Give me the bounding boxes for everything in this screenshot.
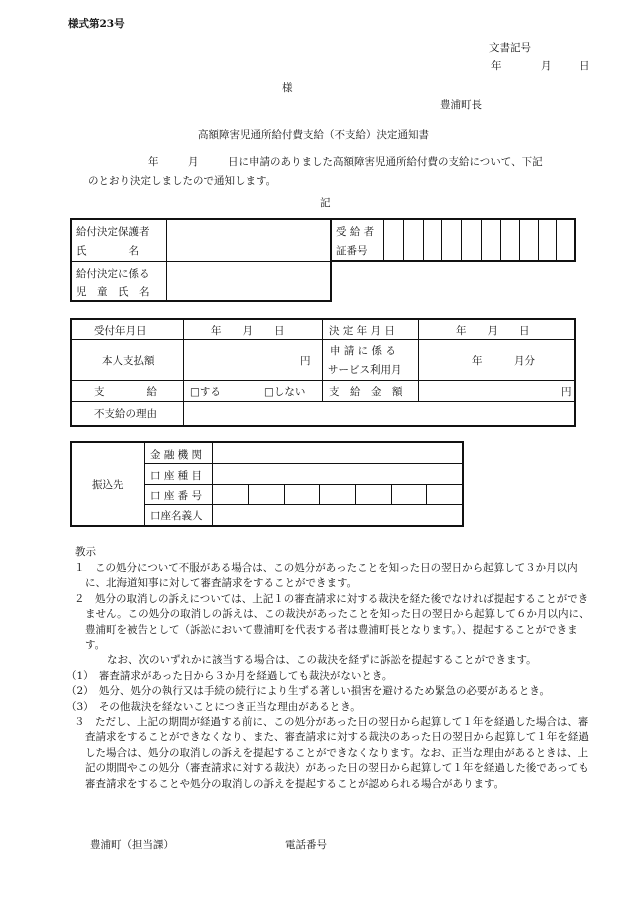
service-month-label-2: サービス利用月 bbox=[328, 364, 402, 376]
account-type-label: 口 座 種 目 bbox=[150, 470, 203, 482]
note-item-3: （3） その他裁決を経ないことにつき正当な理由があるとき。 bbox=[66, 700, 361, 713]
guardian-child-box bbox=[70, 218, 332, 302]
received-date-value[interactable]: 年 月 日 bbox=[211, 325, 285, 337]
payment-no-checkbox[interactable]: □しない bbox=[264, 386, 306, 398]
intro-line2: のとおり決定しましたので通知します。 bbox=[88, 175, 277, 187]
ki-label: 記 bbox=[320, 197, 331, 209]
note-3: ３ ただし、上記の期間が経過する前に、この処分があった日の翌日から起算して１年を経過した場合は、審査請求をすることができなくなり、また、審査請求に対する裁決のあった日の翌日から起算して１年を経過した場合は、処分の取消しの訴えを提起することができなくなります。なお、正当な理由があるときは、上記の期間やこの処分（審査請求に対する裁決）があった日の翌日から起算して１年を経過した後であっても審査請求をすることや処分の取消しの訴えを提起することが認められる場合があります。 bbox=[74, 716, 589, 790]
self-pay-label: 本人支払額 bbox=[102, 355, 155, 367]
child-label-1: 給付決定に係る bbox=[76, 268, 150, 280]
date-month: 月 bbox=[541, 60, 552, 72]
bank-transfer-table bbox=[70, 441, 464, 527]
service-month-value[interactable]: 年 月分 bbox=[472, 355, 535, 367]
note-2: ２ 処分の取消しの訴えについては、上記１の審査請求に対する裁決を経た後でなければ提起することができません。この処分の取消しの訴えは、この裁決があったことを知った日の翌日から起算して６か月以内に、豊浦町を被告として（訴訟において豊浦町を代表する者は豊浦町長となります。）、提起することができます。 bbox=[74, 592, 590, 652]
child-label-2: 児 童 氏 名 bbox=[76, 286, 150, 298]
decision-date-value[interactable]: 年 月 日 bbox=[456, 325, 530, 337]
account-number-label: 口 座 番 号 bbox=[150, 490, 203, 502]
note-2b: なお、次のいずれかに該当する場合は、この裁決を経ずに訴訟を提起することができます。 bbox=[107, 654, 537, 667]
issuer: 豊浦町長 bbox=[440, 99, 482, 111]
payment-yes-checkbox[interactable]: □する bbox=[190, 386, 221, 398]
date-day: 日 bbox=[579, 60, 590, 72]
department-label: 豊浦町（担当課） bbox=[90, 839, 174, 851]
intro-year: 年 bbox=[148, 156, 159, 168]
note-1: １ この処分について不服がある場合は、この処分があったことを知った日の翌日から起算して３か月以内に、北海道知事に対して審査請求をすることができます。 bbox=[74, 562, 578, 590]
transfer-label: 振込先 bbox=[92, 479, 124, 491]
guardian-label-1: 給付決定保護者 bbox=[76, 226, 150, 238]
document-title: 高額障害児通所給付費支給（不支給）決定通知書 bbox=[198, 129, 429, 141]
notes-heading: 教示 bbox=[75, 546, 96, 558]
recipient-number-box bbox=[330, 218, 576, 262]
intro-line1: 日に申請のありました高額障害児通所給付費の支給について、下記 bbox=[228, 156, 543, 168]
phone-label: 電話番号 bbox=[285, 839, 327, 851]
reason-label: 不支給の理由 bbox=[94, 408, 157, 420]
account-holder-label: 口座名義人 bbox=[150, 510, 203, 522]
recipient-label-2: 証番号 bbox=[336, 245, 368, 257]
note-item-2: （2） 処分、処分の執行又は手続の続行により生ずる著しい損害を避けるため緊急の必要があるとき。 bbox=[66, 685, 551, 698]
service-month-label-1: 申 請 に 係 る bbox=[330, 345, 396, 357]
recipient-label-1: 受 給 者 bbox=[336, 226, 375, 238]
guardian-label-2: 氏 名 bbox=[76, 245, 139, 257]
notes-body bbox=[66, 561, 592, 792]
payment-amount-unit: 円 bbox=[561, 386, 572, 398]
child-name-field[interactable] bbox=[171, 266, 321, 298]
payment-amount-label: 支 給 金 額 bbox=[329, 386, 403, 398]
guardian-name-field[interactable] bbox=[171, 224, 321, 256]
document-number-label: 文書記号 bbox=[489, 42, 531, 54]
self-pay-unit: 円 bbox=[300, 355, 311, 367]
note-item-1: （1） 審査請求があった日から３か月を経過しても裁決がないとき。 bbox=[66, 669, 393, 682]
payment-label: 支 給 bbox=[94, 386, 157, 398]
received-date-label: 受付年月日 bbox=[94, 325, 147, 337]
decision-table bbox=[70, 318, 576, 427]
date-year: 年 bbox=[491, 60, 502, 72]
bank-label: 金 融 機 関 bbox=[150, 449, 203, 461]
intro-month: 月 bbox=[188, 156, 199, 168]
decision-date-label: 決 定 年 月 日 bbox=[329, 325, 395, 337]
form-number: 様式第23号 bbox=[68, 18, 125, 30]
addressee-suffix: 様 bbox=[282, 82, 293, 94]
